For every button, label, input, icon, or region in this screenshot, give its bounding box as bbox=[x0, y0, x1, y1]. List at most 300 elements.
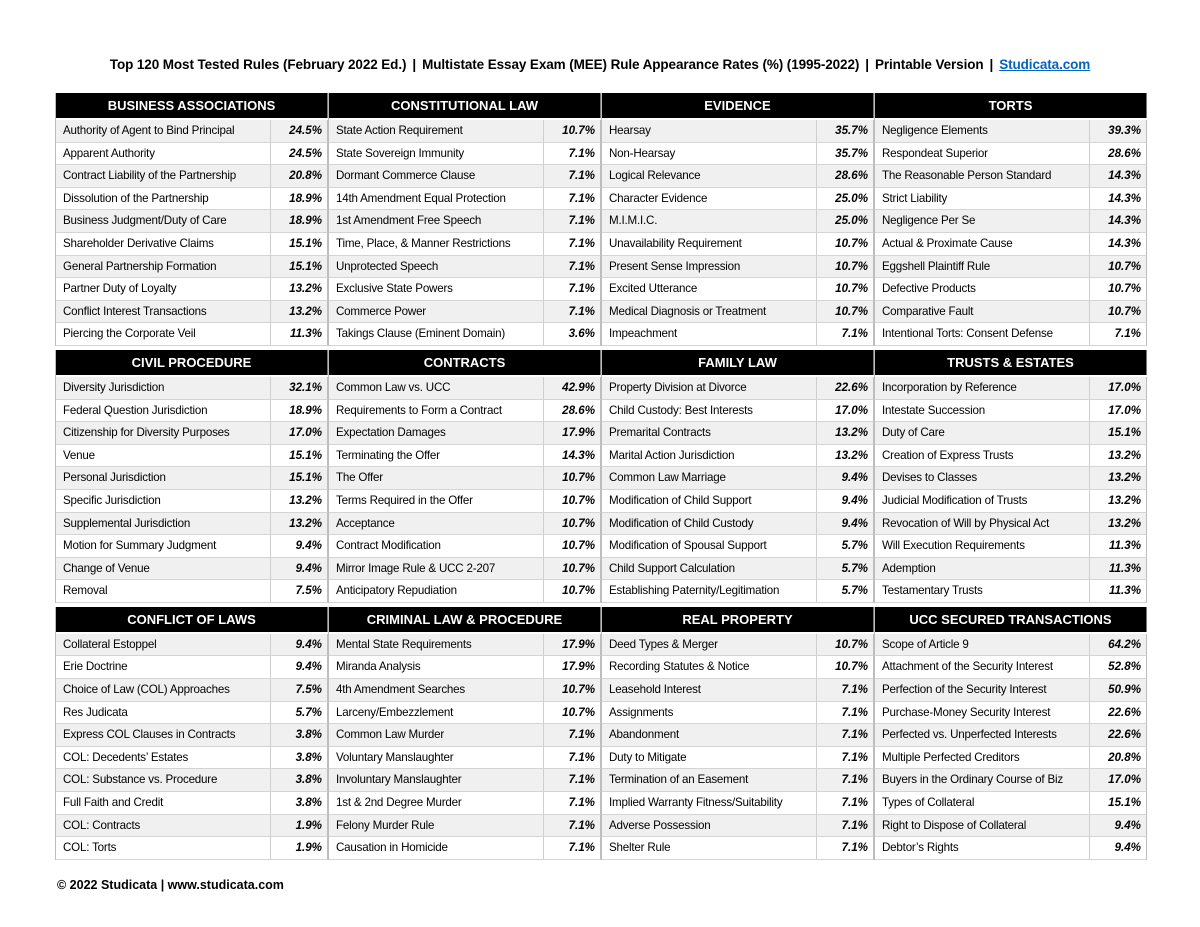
rule-row bbox=[602, 490, 874, 513]
subject-section bbox=[55, 93, 328, 346]
rule-rate: 11.3% bbox=[1108, 539, 1141, 553]
rule-name: Duty of Care bbox=[875, 422, 1090, 444]
rule-rate: 11.3% bbox=[1108, 584, 1141, 598]
rule-name: State Sovereign Immunity bbox=[329, 143, 544, 165]
rule-name: Adverse Possession bbox=[602, 815, 817, 837]
rule-rate: 7.1% bbox=[1114, 327, 1141, 341]
subject-header: FAMILY LAW bbox=[602, 350, 874, 375]
rule-row bbox=[56, 656, 328, 679]
rule-name: Collateral Estoppel bbox=[56, 634, 271, 656]
rule-name: Express COL Clauses in Contracts bbox=[56, 724, 271, 746]
rule-name: Non-Hearsay bbox=[602, 143, 817, 165]
rule-rate: 1.9% bbox=[295, 841, 322, 855]
rule-rate: 7.1% bbox=[568, 728, 595, 742]
rule-row bbox=[875, 837, 1147, 860]
rule-name: Strict Liability bbox=[875, 188, 1090, 210]
subject-header: CONSTITUTIONAL LAW bbox=[329, 93, 601, 118]
rule-row bbox=[875, 377, 1147, 400]
rule-name: Actual & Proximate Cause bbox=[875, 233, 1090, 255]
rule-rate: 13.2% bbox=[289, 516, 322, 530]
subject-section bbox=[328, 607, 601, 860]
rule-rate: 17.9% bbox=[562, 426, 595, 440]
rule-rate: 20.8% bbox=[289, 169, 322, 183]
rule-name: Intentional Torts: Consent Defense bbox=[875, 323, 1090, 345]
separator: | bbox=[989, 57, 994, 72]
rule-row bbox=[602, 702, 874, 725]
rule-rate: 7.1% bbox=[841, 796, 868, 810]
rule-name: Negligence Per Se bbox=[875, 210, 1090, 232]
rule-rate: 7.1% bbox=[568, 818, 595, 832]
rule-row bbox=[875, 679, 1147, 702]
rule-name: COL: Substance vs. Procedure bbox=[56, 769, 271, 791]
rule-name: Eggshell Plaintiff Rule bbox=[875, 256, 1090, 278]
rule-rate: 28.6% bbox=[1108, 146, 1141, 160]
rule-row bbox=[56, 792, 328, 815]
rule-rate: 17.0% bbox=[1108, 403, 1141, 417]
rule-name: The Reasonable Person Standard bbox=[875, 165, 1090, 187]
rule-row bbox=[56, 580, 328, 603]
rule-rate: 10.7% bbox=[562, 493, 595, 507]
rule-name: Common Law Marriage bbox=[602, 467, 817, 489]
rule-rate: 10.7% bbox=[835, 637, 868, 651]
rule-name: Modification of Spousal Support bbox=[602, 535, 817, 557]
rule-rate: 7.1% bbox=[568, 841, 595, 855]
rule-name: Ademption bbox=[875, 558, 1090, 580]
rule-rate: 10.7% bbox=[562, 471, 595, 485]
rule-name: Supplemental Jurisdiction bbox=[56, 513, 271, 535]
rule-rate: 10.7% bbox=[835, 236, 868, 250]
rule-rate: 18.9% bbox=[289, 214, 322, 228]
subject-section bbox=[601, 93, 874, 346]
rule-row bbox=[56, 165, 328, 188]
rule-rate: 24.5% bbox=[289, 124, 322, 137]
rule-name: 14th Amendment Equal Protection bbox=[329, 188, 544, 210]
rule-rate: 7.1% bbox=[841, 683, 868, 697]
rule-rate: 28.6% bbox=[835, 169, 868, 183]
rule-row bbox=[56, 400, 328, 423]
separator: | bbox=[412, 57, 417, 72]
footer-copyright: © 2022 Studicata | www.studicata.com bbox=[57, 878, 284, 892]
rule-row bbox=[56, 535, 328, 558]
rule-name: Perfection of the Security Interest bbox=[875, 679, 1090, 701]
rule-row bbox=[56, 278, 328, 301]
rule-row bbox=[56, 377, 328, 400]
rule-row bbox=[329, 301, 601, 324]
rule-rate: 10.7% bbox=[562, 705, 595, 719]
rule-row bbox=[602, 535, 874, 558]
rule-rate: 13.2% bbox=[1108, 448, 1141, 462]
rule-rate: 52.8% bbox=[1108, 660, 1141, 674]
rule-row bbox=[329, 120, 601, 143]
rule-name: Full Faith and Credit bbox=[56, 792, 271, 814]
rule-row bbox=[56, 256, 328, 279]
rule-name: Time, Place, & Manner Restrictions bbox=[329, 233, 544, 255]
rule-name: Termination of an Easement bbox=[602, 769, 817, 791]
rule-rate: 3.8% bbox=[295, 796, 322, 810]
rule-row bbox=[329, 513, 601, 536]
rule-row bbox=[329, 792, 601, 815]
subject-header: CONTRACTS bbox=[329, 350, 601, 375]
rule-name: Venue bbox=[56, 445, 271, 467]
rule-row bbox=[329, 467, 601, 490]
rule-name: COL: Contracts bbox=[56, 815, 271, 837]
rule-rate: 10.7% bbox=[562, 516, 595, 530]
rule-row bbox=[875, 467, 1147, 490]
rule-row bbox=[56, 837, 328, 860]
rule-row bbox=[602, 513, 874, 536]
rule-name: Requirements to Form a Contract bbox=[329, 400, 544, 422]
rule-rate: 5.7% bbox=[841, 539, 868, 553]
rule-name: Voluntary Manslaughter bbox=[329, 747, 544, 769]
rule-name: 4th Amendment Searches bbox=[329, 679, 544, 701]
rule-rate: 10.7% bbox=[835, 282, 868, 296]
rule-rate: 7.5% bbox=[295, 683, 322, 697]
rule-row bbox=[602, 278, 874, 301]
rule-rate: 15.1% bbox=[1108, 796, 1141, 810]
rule-rate: 10.7% bbox=[562, 539, 595, 553]
rule-rate: 14.3% bbox=[1108, 169, 1141, 183]
rule-rate: 9.4% bbox=[841, 471, 868, 485]
rule-name: Acceptance bbox=[329, 513, 544, 535]
rule-name: Deed Types & Merger bbox=[602, 634, 817, 656]
rule-row bbox=[875, 165, 1147, 188]
rule-rate: 24.5% bbox=[289, 146, 322, 160]
rule-row bbox=[56, 323, 328, 346]
rule-name: Revocation of Will by Physical Act bbox=[875, 513, 1090, 535]
rule-row bbox=[56, 422, 328, 445]
subject-header: REAL PROPERTY bbox=[602, 607, 874, 632]
section-band bbox=[55, 607, 1147, 860]
rule-rate: 10.7% bbox=[835, 660, 868, 674]
rule-row bbox=[56, 724, 328, 747]
rule-rate: 9.4% bbox=[841, 516, 868, 530]
rule-row bbox=[329, 445, 601, 468]
rule-name: Modification of Child Custody bbox=[602, 513, 817, 535]
rule-rate: 13.2% bbox=[289, 493, 322, 507]
rule-row bbox=[56, 490, 328, 513]
rule-rate: 7.1% bbox=[841, 773, 868, 787]
rule-rate: 17.0% bbox=[289, 426, 322, 440]
rule-rate: 9.4% bbox=[1114, 818, 1141, 832]
title-main: Top 120 Most Tested Rules (February 2022 Ed.) bbox=[109, 57, 407, 72]
rule-row bbox=[875, 490, 1147, 513]
rule-name: Conflict Interest Transactions bbox=[56, 301, 271, 323]
rule-rate: 17.0% bbox=[1108, 380, 1141, 394]
section-band bbox=[55, 350, 1147, 603]
rule-rate: 10.7% bbox=[835, 304, 868, 318]
rule-rate: 5.7% bbox=[295, 705, 322, 719]
rule-row bbox=[329, 323, 601, 346]
rule-name: Will Execution Requirements bbox=[875, 535, 1090, 557]
rule-rate: 3.8% bbox=[295, 750, 322, 764]
rule-rate: 13.2% bbox=[289, 282, 322, 296]
rule-rate: 15.1% bbox=[289, 259, 322, 273]
rule-row bbox=[875, 558, 1147, 581]
rule-row bbox=[329, 580, 601, 603]
rule-row bbox=[329, 724, 601, 747]
rule-row bbox=[56, 188, 328, 211]
rule-row bbox=[602, 467, 874, 490]
rule-name: Establishing Paternity/Legitimation bbox=[602, 580, 817, 602]
rule-name: Dissolution of the Partnership bbox=[56, 188, 271, 210]
rule-rate: 22.6% bbox=[835, 380, 868, 394]
rule-name: Logical Relevance bbox=[602, 165, 817, 187]
rule-row bbox=[875, 210, 1147, 233]
rule-rate: 7.1% bbox=[568, 750, 595, 764]
rule-rate: 14.3% bbox=[1108, 214, 1141, 228]
rule-name: Judicial Modification of Trusts bbox=[875, 490, 1090, 512]
rule-row bbox=[329, 656, 601, 679]
rule-row bbox=[875, 702, 1147, 725]
rule-name: Defective Products bbox=[875, 278, 1090, 300]
rule-rate: 9.4% bbox=[295, 561, 322, 575]
rule-row bbox=[875, 278, 1147, 301]
rule-rate: 10.7% bbox=[562, 561, 595, 575]
rule-rate: 5.7% bbox=[841, 561, 868, 575]
rule-name: Perfected vs. Unperfected Interests bbox=[875, 724, 1090, 746]
rule-name: Marital Action Jurisdiction bbox=[602, 445, 817, 467]
rule-row bbox=[329, 233, 601, 256]
rule-row bbox=[602, 422, 874, 445]
rule-name: Buyers in the Ordinary Course of Biz bbox=[875, 769, 1090, 791]
studicata-link[interactable]: Studicata.com bbox=[999, 57, 1091, 72]
rule-rate: 10.7% bbox=[562, 683, 595, 697]
rule-name: State Action Requirement bbox=[329, 120, 544, 142]
rule-row bbox=[875, 724, 1147, 747]
rule-name: Scope of Article 9 bbox=[875, 634, 1090, 656]
rule-rate: 35.7% bbox=[835, 124, 868, 137]
rule-name: Creation of Express Trusts bbox=[875, 445, 1090, 467]
rule-row bbox=[602, 256, 874, 279]
rule-name: Property Division at Divorce bbox=[602, 377, 817, 399]
rule-row bbox=[56, 747, 328, 770]
rule-name: Medical Diagnosis or Treatment bbox=[602, 301, 817, 323]
rule-row bbox=[56, 233, 328, 256]
rule-row bbox=[56, 769, 328, 792]
rule-rate: 20.8% bbox=[1108, 750, 1141, 764]
rule-name: Dormant Commerce Clause bbox=[329, 165, 544, 187]
rule-name: Negligence Elements bbox=[875, 120, 1090, 142]
subject-header: UCC SECURED TRANSACTIONS bbox=[875, 607, 1147, 632]
rule-name: Removal bbox=[56, 580, 271, 602]
rule-rate: 22.6% bbox=[1108, 728, 1141, 742]
rule-name: Miranda Analysis bbox=[329, 656, 544, 678]
rule-row bbox=[329, 837, 601, 860]
rule-name: Expectation Damages bbox=[329, 422, 544, 444]
rule-row bbox=[56, 634, 328, 657]
rule-name: Shareholder Derivative Claims bbox=[56, 233, 271, 255]
rule-name: COL: Decedents’ Estates bbox=[56, 747, 271, 769]
rule-rate: 39.3% bbox=[1108, 124, 1141, 137]
rule-rate: 9.4% bbox=[295, 637, 322, 651]
rule-row bbox=[875, 815, 1147, 838]
rule-row bbox=[329, 143, 601, 166]
rule-row bbox=[329, 165, 601, 188]
rule-name: Personal Jurisdiction bbox=[56, 467, 271, 489]
rule-rate: 13.2% bbox=[289, 304, 322, 318]
rule-row bbox=[329, 377, 601, 400]
rule-rate: 15.1% bbox=[289, 471, 322, 485]
rule-rate: 14.3% bbox=[1108, 236, 1141, 250]
title-subtitle: Multistate Essay Exam (MEE) Rule Appearance Rates (%) (1995-2022) bbox=[422, 57, 860, 72]
rule-name: Involuntary Manslaughter bbox=[329, 769, 544, 791]
subject-section bbox=[874, 607, 1147, 860]
rule-name: Takings Clause (Eminent Domain) bbox=[329, 323, 544, 345]
subject-section bbox=[328, 350, 601, 603]
rule-rate: 13.2% bbox=[835, 448, 868, 462]
rule-name: Business Judgment/Duty of Care bbox=[56, 210, 271, 232]
rule-rate: 50.9% bbox=[1108, 683, 1141, 697]
rule-row bbox=[875, 422, 1147, 445]
subject-section bbox=[328, 93, 601, 346]
subject-header: TORTS bbox=[875, 93, 1147, 118]
rule-name: Modification of Child Support bbox=[602, 490, 817, 512]
rule-name: Exclusive State Powers bbox=[329, 278, 544, 300]
rule-row bbox=[329, 769, 601, 792]
rule-name: Change of Venue bbox=[56, 558, 271, 580]
rule-name: Premarital Contracts bbox=[602, 422, 817, 444]
rule-rate: 35.7% bbox=[835, 146, 868, 160]
rule-name: Erie Doctrine bbox=[56, 656, 271, 678]
title-version: Printable Version bbox=[874, 57, 984, 72]
rule-rate: 17.0% bbox=[835, 403, 868, 417]
rule-rate: 10.7% bbox=[1108, 282, 1141, 296]
rule-row bbox=[875, 445, 1147, 468]
rule-row bbox=[329, 256, 601, 279]
rule-rate: 7.1% bbox=[568, 146, 595, 160]
rule-rate: 7.1% bbox=[841, 818, 868, 832]
rule-rate: 7.1% bbox=[841, 728, 868, 742]
rule-rate: 11.3% bbox=[289, 327, 322, 341]
rule-row bbox=[875, 792, 1147, 815]
rule-name: Multiple Perfected Creditors bbox=[875, 747, 1090, 769]
subject-header: TRUSTS & ESTATES bbox=[875, 350, 1147, 375]
rule-rate: 10.7% bbox=[562, 584, 595, 598]
rule-row bbox=[602, 377, 874, 400]
rule-name: Debtor’s Rights bbox=[875, 837, 1090, 859]
rule-row bbox=[602, 679, 874, 702]
subject-section bbox=[874, 350, 1147, 603]
rule-rate: 7.1% bbox=[841, 705, 868, 719]
rule-rate: 7.1% bbox=[841, 327, 868, 341]
rule-name: Terminating the Offer bbox=[329, 445, 544, 467]
rule-row bbox=[56, 558, 328, 581]
rule-row bbox=[329, 188, 601, 211]
rule-row bbox=[602, 558, 874, 581]
rule-rate: 22.6% bbox=[1108, 705, 1141, 719]
rule-rate: 14.3% bbox=[562, 448, 595, 462]
rule-name: Present Sense Impression bbox=[602, 256, 817, 278]
rule-rate: 10.7% bbox=[835, 259, 868, 273]
subject-section bbox=[55, 350, 328, 603]
rule-name: Recording Statutes & Notice bbox=[602, 656, 817, 678]
rule-name: Excited Utterance bbox=[602, 278, 817, 300]
page-title bbox=[0, 57, 1200, 72]
rule-rate: 13.2% bbox=[1108, 516, 1141, 530]
rule-name: 1st & 2nd Degree Murder bbox=[329, 792, 544, 814]
rule-row bbox=[329, 679, 601, 702]
rule-row bbox=[875, 256, 1147, 279]
rule-name: 1st Amendment Free Speech bbox=[329, 210, 544, 232]
rule-row bbox=[602, 634, 874, 657]
rule-name: Motion for Summary Judgment bbox=[56, 535, 271, 557]
rule-row bbox=[329, 400, 601, 423]
rule-row bbox=[602, 233, 874, 256]
rule-name: Common Law vs. UCC bbox=[329, 377, 544, 399]
rule-name: Abandonment bbox=[602, 724, 817, 746]
rule-row bbox=[875, 580, 1147, 603]
rule-row bbox=[875, 120, 1147, 143]
rule-name: Diversity Jurisdiction bbox=[56, 377, 271, 399]
rule-row bbox=[329, 634, 601, 657]
rule-name: Testamentary Trusts bbox=[875, 580, 1090, 602]
rule-row bbox=[602, 188, 874, 211]
rule-row bbox=[875, 143, 1147, 166]
rule-row bbox=[602, 580, 874, 603]
rule-name: Unprotected Speech bbox=[329, 256, 544, 278]
rule-name: Partner Duty of Loyalty bbox=[56, 278, 271, 300]
rule-name: Devises to Classes bbox=[875, 467, 1090, 489]
rule-row bbox=[56, 679, 328, 702]
rule-name: General Partnership Formation bbox=[56, 256, 271, 278]
rule-name: Citizenship for Diversity Purposes bbox=[56, 422, 271, 444]
rule-row bbox=[602, 837, 874, 860]
rule-row bbox=[602, 143, 874, 166]
rule-rate: 5.7% bbox=[841, 584, 868, 598]
rule-row bbox=[56, 467, 328, 490]
rule-name: Unavailability Requirement bbox=[602, 233, 817, 255]
rule-rate: 7.1% bbox=[568, 191, 595, 205]
rule-name: Res Judicata bbox=[56, 702, 271, 724]
rule-rate: 15.1% bbox=[1108, 426, 1141, 440]
rule-name: Hearsay bbox=[602, 120, 817, 142]
rule-row bbox=[602, 656, 874, 679]
rule-row bbox=[56, 513, 328, 536]
rule-rate: 18.9% bbox=[289, 191, 322, 205]
rule-row bbox=[602, 323, 874, 346]
rule-rate: 7.1% bbox=[568, 796, 595, 810]
rule-rate: 10.7% bbox=[1108, 259, 1141, 273]
rule-name: Choice of Law (COL) Approaches bbox=[56, 679, 271, 701]
rule-name: Mirror Image Rule & UCC 2-207 bbox=[329, 558, 544, 580]
rule-rate: 7.1% bbox=[568, 282, 595, 296]
rule-rate: 15.1% bbox=[289, 236, 322, 250]
subject-header: CRIMINAL LAW & PROCEDURE bbox=[329, 607, 601, 632]
rule-rate: 1.9% bbox=[295, 818, 322, 832]
rule-row bbox=[602, 301, 874, 324]
rule-name: Implied Warranty Fitness/Suitability bbox=[602, 792, 817, 814]
rule-rate: 42.9% bbox=[562, 380, 595, 394]
rule-row bbox=[602, 120, 874, 143]
rule-rate: 10.7% bbox=[562, 124, 595, 137]
rule-row bbox=[329, 747, 601, 770]
rule-name: Specific Jurisdiction bbox=[56, 490, 271, 512]
rule-row bbox=[602, 445, 874, 468]
rule-row bbox=[329, 490, 601, 513]
rule-row bbox=[56, 815, 328, 838]
rule-rate: 32.1% bbox=[289, 380, 322, 394]
rule-row bbox=[602, 792, 874, 815]
rule-name: Commerce Power bbox=[329, 301, 544, 323]
rule-rate: 7.1% bbox=[568, 259, 595, 273]
rule-rate: 9.4% bbox=[841, 493, 868, 507]
rule-row bbox=[56, 445, 328, 468]
rule-row bbox=[602, 400, 874, 423]
rule-rate: 28.6% bbox=[562, 403, 595, 417]
rule-rate: 25.0% bbox=[835, 191, 868, 205]
rule-name: Leasehold Interest bbox=[602, 679, 817, 701]
rule-row bbox=[329, 558, 601, 581]
